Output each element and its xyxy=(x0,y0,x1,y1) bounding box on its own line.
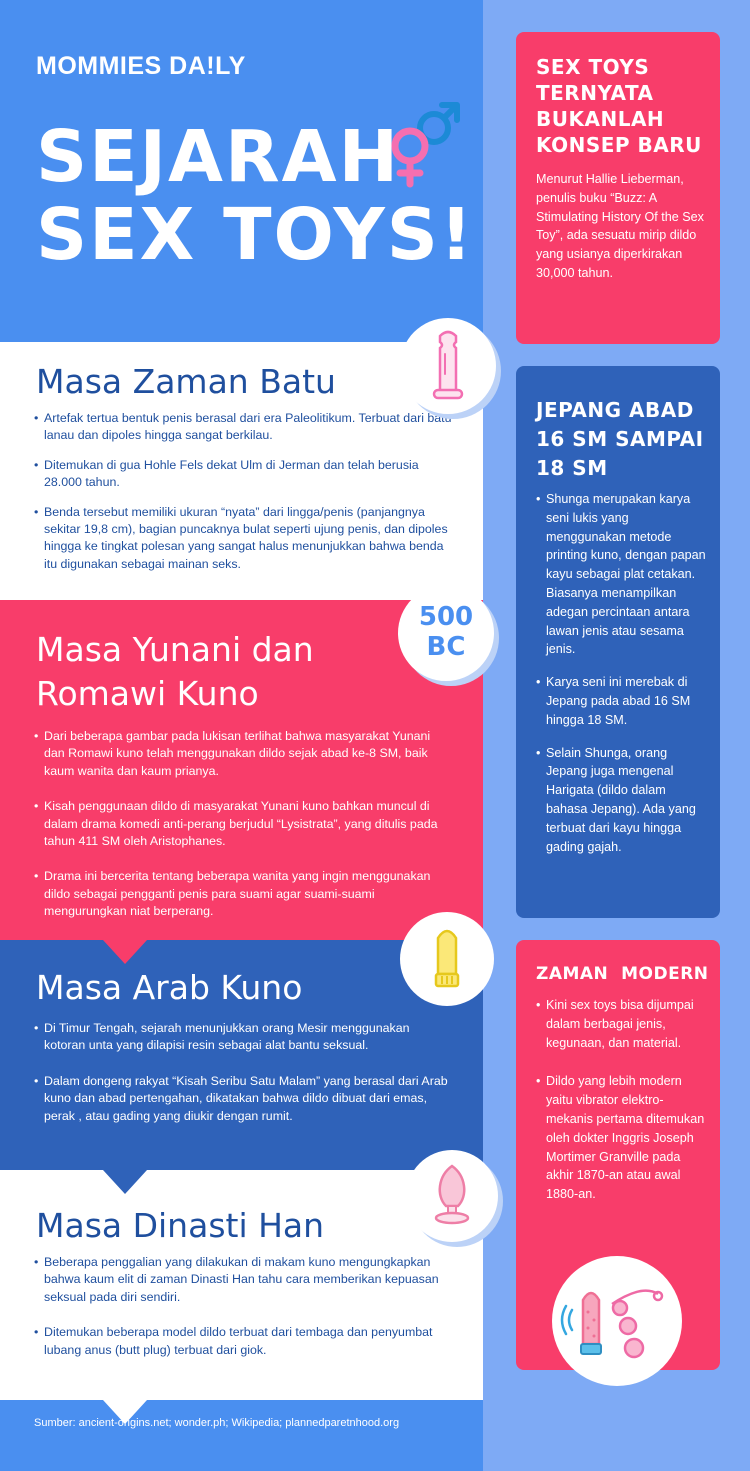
card-modern-era xyxy=(516,940,720,1370)
gender-male-female-icon xyxy=(386,100,466,190)
section-notch xyxy=(103,940,147,964)
card-title-line: KONSEP BARU xyxy=(536,133,702,157)
icon-circle xyxy=(552,1256,682,1386)
card-title-line: BUKANLAH xyxy=(536,107,665,131)
date-badge xyxy=(398,585,494,681)
section-title: Masa Zaman Batu xyxy=(36,362,336,401)
card-not-new-concept xyxy=(516,32,720,344)
list-item: • Dalam dongeng rakyat “Kisah Seribu Satu Malam” yang berasal dari Arab kuno dan abad pertengahan, dikatakan bahwa dildo dibuat dari emas, perak , atau gading yang diukir dengan rumit. xyxy=(34,1073,454,1125)
icon-circle xyxy=(400,318,496,414)
card-title-line: 18 SM xyxy=(536,456,608,480)
date-badge-text: 500 BC xyxy=(418,602,474,662)
source-credits: Sumber: ancient-origins.net; wonder.ph; Wikipedia; plannedparetnhood.org xyxy=(34,1417,400,1429)
section-title: Masa Arab Kuno xyxy=(36,968,303,1007)
dildo-icon xyxy=(400,318,496,414)
icon-circle xyxy=(406,1150,498,1242)
card-list xyxy=(536,490,708,870)
section-notch xyxy=(103,1170,147,1194)
card-title xyxy=(536,396,704,483)
card-title-line: SEX TOYS xyxy=(536,55,650,79)
icon-circle xyxy=(400,912,494,1006)
brand-logo: MOMMIES DA!LY xyxy=(36,52,246,80)
bullet-list xyxy=(34,728,454,933)
card-title: ZAMAN MODERN xyxy=(536,964,709,984)
vibrator-and-anal-beads-icon xyxy=(552,1256,682,1386)
list-item: • Ditemukan di gua Hohle Fels dekat Ulm di Jerman dan telah berusia 28.000 tahun. xyxy=(34,457,454,492)
list-item: • Kini sex toys bisa dijumpai dalam berbagai jenis, kegunaan, dan material. xyxy=(536,996,708,1052)
section-title xyxy=(36,628,314,716)
list-item: • Selain Shunga, orang Jepang juga mengenal Harigata (dildo dalam bahasa Jepang). Ada yang terbuat dari kayu hingga gading gajah. xyxy=(536,744,708,857)
card-text: Menurut Hallie Lieberman, penulis buku “Buzz: A Stimulating History Of the Sex Toy”, ada sesuatu mirip dildo yang usianya diperkirakan 30,000 tahun. xyxy=(536,172,704,280)
list-item: • Drama ini bercerita tentang beberapa wanita yang ingin menggunakan dildo sebagai pengganti penis para suami agar suami-suami mengurungkan niat berperang. xyxy=(34,868,454,920)
section-title-line-2: Romawi Kuno xyxy=(36,674,259,713)
card-title-line: TERNYATA xyxy=(536,81,654,105)
list-item: • Shunga merupakan karya seni lukis yang menggunakan metode printing kuno, dengan papan kayu sebagai plat cetakan. Biasanya menampilkan adegan percintaan antara lawan jenis atau sesama jenis. xyxy=(536,490,708,659)
list-item: • Dildo yang lebih modern yaitu vibrator elektro-mekanis pertama ditemukan oleh dokter Inggris Joseph Mortimer Granville pada akhir 1870-an atau awal 1880-an. xyxy=(536,1072,708,1204)
title-line-2: SEX TOYS! xyxy=(36,193,475,276)
card-japan xyxy=(516,366,720,918)
title-line-1: SEJARAH xyxy=(36,115,401,198)
butt-plug-icon xyxy=(406,1150,498,1242)
card-title-line: JEPANG ABAD xyxy=(536,398,694,422)
bullet-list xyxy=(34,1254,454,1371)
list-item: • Karya seni ini merebak di Jepang pada abad 16 SM hingga 18 SM. xyxy=(536,673,708,729)
list-item: • Ditemukan beberapa model dildo terbuat dari tembaga dan penyumbat lubang anus (butt plug) terbuat dari giok. xyxy=(34,1324,454,1359)
list-item: • Kisah penggunaan dildo di masyarakat Yunani kuno bahkan muncul di dalam drama komedi anti-perang berjudul “Lysistrata”, yang ditulis pada tahun 411 SM oleh Aristophanes. xyxy=(34,798,454,850)
card-title xyxy=(536,54,702,158)
card-list xyxy=(536,996,708,1218)
section-title-line-1: Masa Yunani dan xyxy=(36,630,314,669)
card-title-line: 16 SM SAMPAI xyxy=(536,427,704,451)
list-item: • Dari beberapa gambar pada lukisan terlihat bahwa masyarakat Yunani dan Romawi kuno telah menggunakan dildo sejak abad ke-8 SM, baik kaum wanita dan kaum prianya. xyxy=(34,728,454,780)
list-item: • Beberapa penggalian yang dilakukan di makam kuno mengungkapkan bahwa kaum elit di zaman Dinasti Han tahu cara memberikan kepuasan seksual pada diri sendiri. xyxy=(34,1254,454,1306)
list-item: • Benda tersebut memiliki ukuran “nyata” dari lingga/penis (panjangnya sekitar 19,8 cm), bagian puncaknya bulat seperti ujung penis, dan dipoles hingga ke tingkat polesan yang sangat halus menunjukkan bahwa benda itu digunakan sebagai mainan seks. xyxy=(34,504,454,574)
list-item: • Di Timur Tengah, sejarah menunjukkan orang Mesir menggunakan kotoran unta yang dilapisi resin sebagai alat bantu seksual. xyxy=(34,1020,454,1055)
bullet-list xyxy=(34,1020,454,1137)
vibrator-icon xyxy=(400,912,494,1006)
bullet-list xyxy=(34,410,454,585)
list-item: • Artefak tertua bentuk penis berasal dari era Paleolitikum. Terbuat dari batu lanau dan dipoles hingga sangat berkilau. xyxy=(34,410,454,445)
section-title: Masa Dinasti Han xyxy=(36,1206,325,1245)
